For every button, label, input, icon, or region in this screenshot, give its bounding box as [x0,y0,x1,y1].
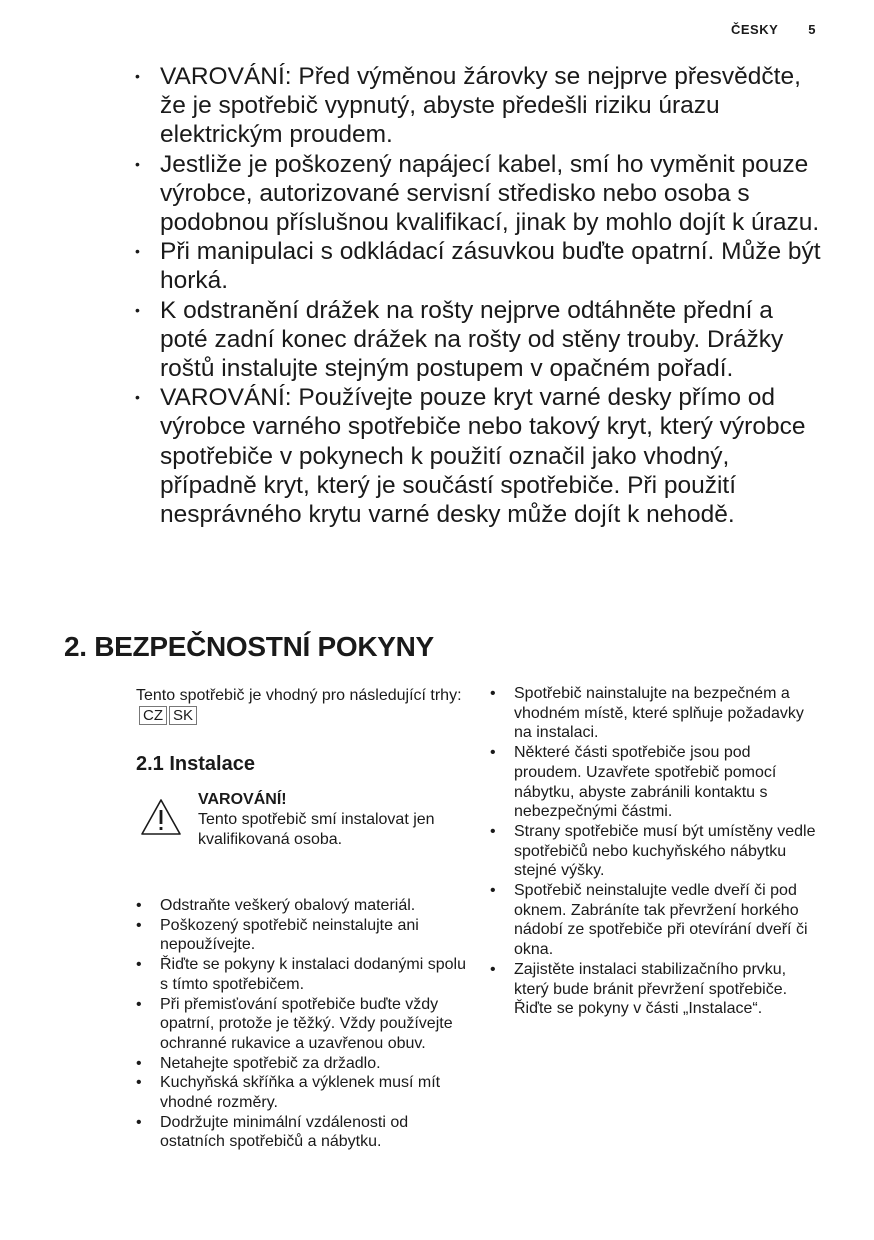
language-label: ČESKY [730,22,779,37]
market-code-cz: CZ [139,706,167,725]
list-item: • VAROVÁNÍ: Před výměnou žárovky se nejprve přesvědčte, že je spotřebič vypnutý, abyste předešli riziku úrazu elektrickým proudem. [135,62,825,150]
list-item: • K odstranění drážek na rošty nejprve odtáhněte přední a poté zadní konec drážek na rošty od stěny trouby. Drážky roštů instalujte stejným postupem v opačném pořadí. [135,296,825,384]
warning-triangle-icon [140,798,182,836]
market-intro [136,686,466,726]
top-bullet-list [135,62,825,529]
subsection-title: 2.1 Instalace [136,753,255,775]
list-item: • Při manipulaci s odkládací zásuvkou buďte opatrní. Může být horká. [135,237,825,295]
list-item: • Poškozený spotřebič neinstalujte ani nepoužívejte. [136,916,466,955]
list-item: • Zajistěte instalaci stabilizačního prvku, který bude bránit převržení spotřebiče. Řiďte se pokyny v části „Instalace“. [490,960,820,1019]
left-column [136,686,466,1152]
page-header [731,22,816,37]
list-item: • Dodržujte minimální vzdálenosti od ostatních spotřebičů a nábytku. [136,1113,466,1152]
list-item: • Spotřebič neinstalujte vedle dveří či pod oknem. Zabráníte tak převržení horkého nádobí ze spotřebiče při otevírání dveří či okna. [490,881,820,960]
list-item: • Strany spotřebiče musí být umístěny vedle spotřebičů nebo kuchyňského nábytku stejné výšky. [490,822,820,881]
list-item: • Při přemisťování spotřebiče buďte vždy opatrní, protože je těžký. Vždy používejte ochranné rukavice a uzavřenou obuv. [136,995,466,1054]
page-number: 5 [808,22,816,37]
list-item: • VAROVÁNÍ: Používejte pouze kryt varné desky přímo od výrobce varného spotřebiče nebo takový kryt, který výrobce spotřebiče v pokynech k použití označil jako vhodný, případně kryt, který je součástí spotřebiče. Při použití nesprávného krytu varné desky může dojít k nehodě. [135,383,825,529]
list-item: • Řiďte se pokyny k instalaci dodanými spolu s tímto spotřebičem. [136,955,466,994]
list-item: • Spotřebič nainstalujte na bezpečném a vhodném místě, které splňuje požadavky na instalaci. [490,684,820,743]
market-intro-text: Tento spotřebič je vhodný pro následující trhy: [136,687,462,704]
list-item: • Některé části spotřebiče jsou pod proudem. Uzavřete spotřebič pomocí nábytku, abyste zabránili kontaktu s nebezpečnými částmi. [490,743,820,822]
market-code-sk: SK [169,706,197,725]
list-item: • Jestliže je poškozený napájecí kabel, smí ho vyměnit pouze výrobce, autorizované servisní středisko nebo osoba s podobnou příslušnou kvalifikací, jinak by mohlo dojít k úrazu. [135,150,825,238]
section-title: 2. BEZPEČNOSTNÍ POKYNY [64,631,434,662]
install-list-left [136,896,466,1152]
warning-title: VAROVÁNÍ! [198,791,287,808]
warning-text-block [198,790,438,850]
list-item: • Netahejte spotřebič za držadlo. [136,1054,466,1074]
warning-text: Tento spotřebič smí instalovat jen kvalifikovaná osoba. [198,811,435,848]
list-item: • Kuchyňská skříňka a výklenek musí mít vhodné rozměry. [136,1073,466,1112]
warning-box [136,790,466,870]
right-column [490,684,820,1019]
install-list-right [490,684,820,1019]
list-item: • Odstraňte veškerý obalový materiál. [136,896,466,916]
